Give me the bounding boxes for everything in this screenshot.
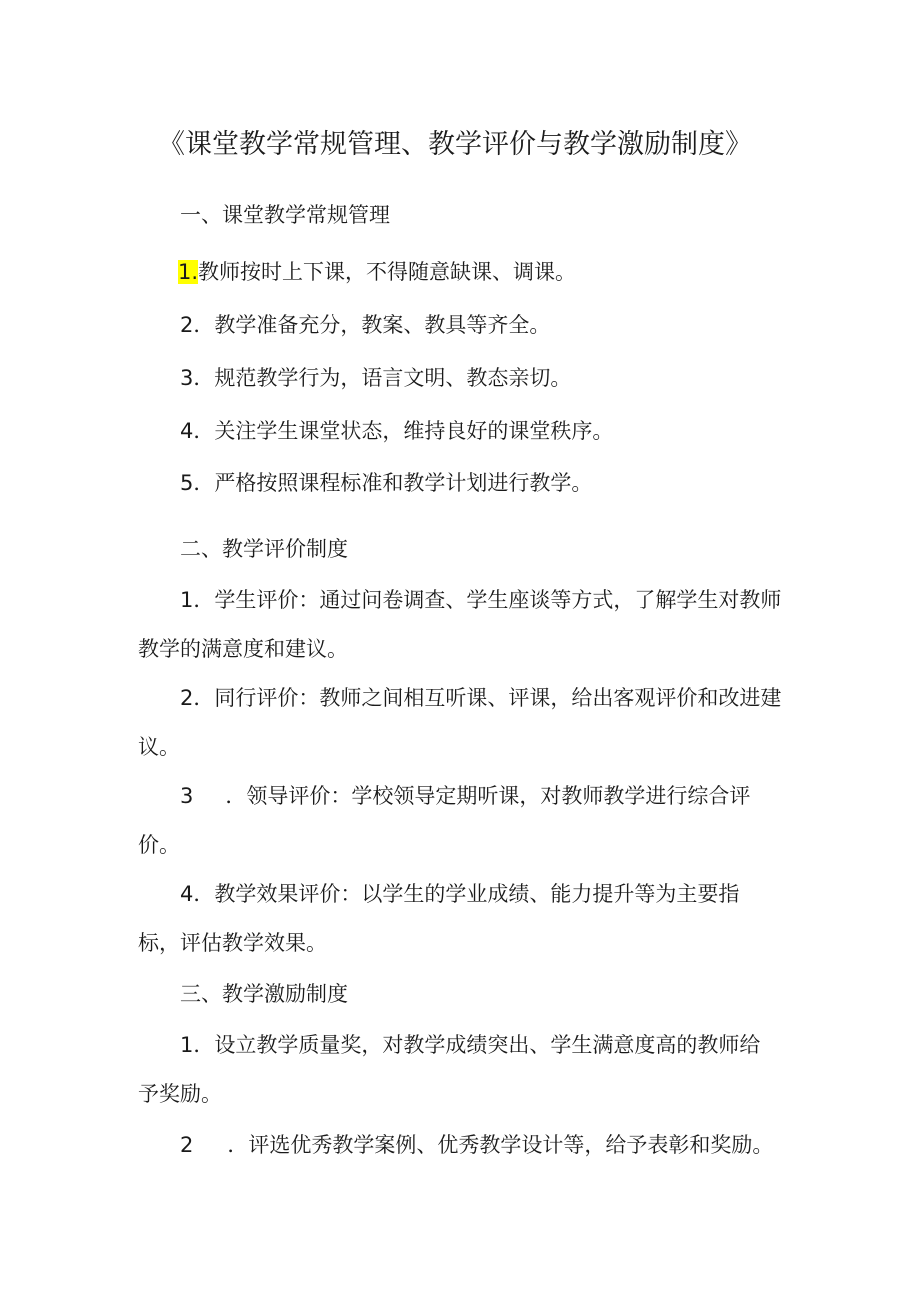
item-continuation: 标，评估教学效果。 bbox=[138, 931, 327, 955]
item-continuation: 予奖励。 bbox=[138, 1082, 222, 1106]
item-text: ．同行评价：教师之间相互听课、评课，给出客观评价和改进建 bbox=[193, 686, 782, 710]
item-text: ．学生评价：通过问卷调查、学生座谈等方式，了解学生对教师 bbox=[193, 588, 782, 612]
item-number: 3 bbox=[180, 784, 194, 808]
document-title: 《课堂教学常规管理、教学评价与教学激励制度》 bbox=[158, 129, 752, 160]
list-item bbox=[180, 879, 739, 909]
item-text: ．规范教学行为，语言文明、教态亲切。 bbox=[193, 366, 572, 390]
highlighted-item-number: 1. bbox=[178, 260, 199, 284]
list-item bbox=[178, 257, 576, 287]
item-text: ．关注学生课堂状态，维持良好的课堂秩序。 bbox=[193, 419, 614, 443]
list-item bbox=[180, 585, 781, 615]
list-item bbox=[180, 1130, 773, 1160]
item-number: 5 bbox=[180, 471, 194, 495]
item-text: ．严格按照课程标准和教学计划进行教学。 bbox=[193, 471, 593, 495]
list-item bbox=[180, 683, 781, 713]
item-number: 2 bbox=[180, 686, 194, 710]
list-item bbox=[180, 310, 550, 340]
list-item bbox=[180, 468, 592, 498]
item-number: 2 bbox=[180, 313, 194, 337]
item-text: ．领导评价：学校领导定期听课，对教师教学进行综合评 bbox=[225, 784, 751, 808]
item-number: 1 bbox=[180, 588, 194, 612]
item-text: ．设立教学质量奖，对教学成绩突出、学生满意度高的教师给 bbox=[193, 1033, 761, 1057]
list-item bbox=[180, 363, 571, 393]
section-heading-3: 三、教学激励制度 bbox=[180, 982, 348, 1006]
list-item bbox=[180, 1030, 760, 1060]
list-item bbox=[180, 781, 750, 811]
item-continuation: 教学的满意度和建议。 bbox=[138, 637, 348, 661]
section-heading-1: 一、课堂教学常规管理 bbox=[180, 203, 390, 227]
item-number: 1 bbox=[180, 1033, 194, 1057]
item-continuation: 价。 bbox=[138, 833, 180, 857]
section-heading-2: 二、教学评价制度 bbox=[180, 537, 348, 561]
item-number: 4 bbox=[180, 419, 194, 443]
item-number: 4 bbox=[180, 882, 194, 906]
item-text: ．教学效果评价：以学生的学业成绩、能力提升等为主要指 bbox=[193, 882, 740, 906]
item-number: 2 bbox=[180, 1133, 194, 1157]
item-text: 教师按时上下课，不得随意缺课、调课。 bbox=[198, 260, 577, 284]
item-continuation: 议。 bbox=[138, 735, 180, 759]
item-text: ．评选优秀教学案例、优秀教学设计等，给予表彰和奖励。 bbox=[227, 1133, 774, 1157]
item-number: 3 bbox=[180, 366, 194, 390]
item-text: ．教学准备充分，教案、教具等齐全。 bbox=[193, 313, 551, 337]
list-item bbox=[180, 416, 613, 446]
